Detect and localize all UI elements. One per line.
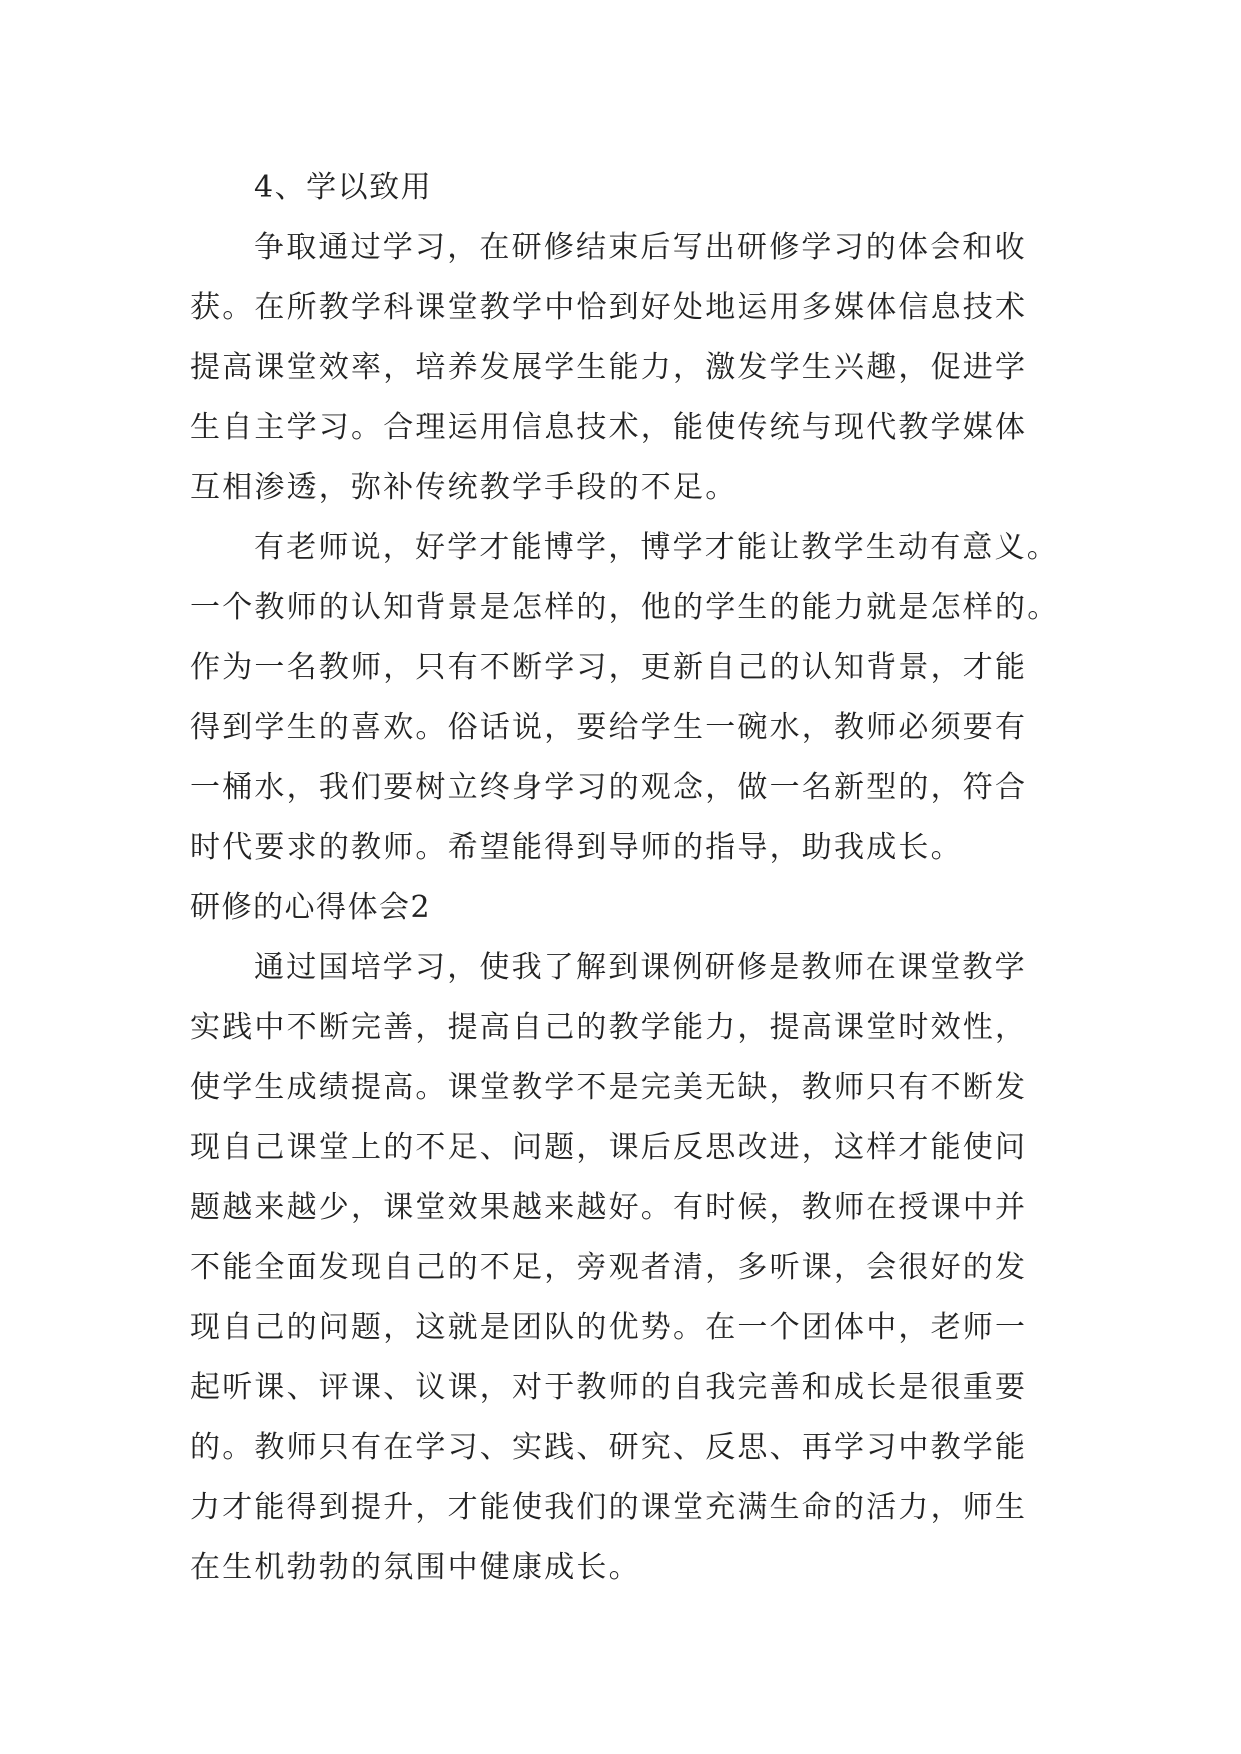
paragraph-line: 争取通过学习，在研修结束后写出研修学习的体会和收 bbox=[254, 230, 1027, 265]
paragraph-line: 力才能得到提升，才能使我们的课堂充满生命的活力，师生 bbox=[190, 1490, 1028, 1525]
paragraph-line: 一桶水，我们要树立终身学习的观念，做一名新型的，符合 bbox=[190, 770, 1028, 805]
section-title: 研修的心得体会2 bbox=[190, 890, 432, 925]
section-heading: 4、学以致用 bbox=[254, 170, 433, 205]
document-body bbox=[190, 158, 1060, 1598]
paragraph-line: 题越来越少，课堂效果越来越好。有时候，教师在授课中并 bbox=[190, 1190, 1028, 1225]
paragraph-line: 时代要求的教师。希望能得到导师的指导，助我成长。 bbox=[190, 830, 963, 865]
paragraph-line: 使学生成绩提高。课堂教学不是完美无缺，教师只有不断发 bbox=[190, 1070, 1028, 1105]
paragraph-line: 有老师说，好学才能博学，博学才能让教学生动有意义。 bbox=[254, 530, 1059, 565]
paragraph-line: 现自己的问题，这就是团队的优势。在一个团体中，老师一 bbox=[190, 1310, 1028, 1345]
paragraph-2 bbox=[190, 518, 1060, 878]
paragraph-line: 一个教师的认知背景是怎样的，他的学生的能力就是怎样的。 bbox=[190, 590, 1060, 625]
paragraph-line: 互相渗透，弥补传统教学手段的不足。 bbox=[190, 470, 738, 505]
paragraph-line: 不能全面发现自己的不足，旁观者清，多听课，会很好的发 bbox=[190, 1250, 1028, 1285]
paragraph-line: 作为一名教师，只有不断学习，更新自己的认知背景，才能 bbox=[190, 650, 1028, 685]
paragraph-line: 现自己课堂上的不足、问题，课后反思改进，这样才能使问 bbox=[190, 1130, 1028, 1165]
paragraph-line: 获。在所教学科课堂教学中恰到好处地运用多媒体信息技术 bbox=[190, 290, 1028, 325]
paragraph-line: 提高课堂效率，培养发展学生能力，激发学生兴趣，促进学 bbox=[190, 350, 1028, 385]
paragraph-line: 在生机勃勃的氛围中健康成长。 bbox=[190, 1550, 641, 1585]
paragraph-line: 的。教师只有在学习、实践、研究、反思、再学习中教学能 bbox=[190, 1430, 1028, 1465]
paragraph-1 bbox=[190, 218, 1055, 518]
paragraph-3 bbox=[190, 938, 1055, 1598]
paragraph-line: 实践中不断完善，提高自己的教学能力，提高课堂时效性， bbox=[190, 1010, 1028, 1045]
paragraph-line: 得到学生的喜欢。俗话说，要给学生一碗水，教师必须要有 bbox=[190, 710, 1028, 745]
paragraph-line: 通过国培学习，使我了解到课例研修是教师在课堂教学 bbox=[254, 950, 1027, 985]
paragraph-line: 生自主学习。合理运用信息技术，能使传统与现代教学媒体 bbox=[190, 410, 1028, 445]
paragraph-line: 起听课、评课、议课，对于教师的自我完善和成长是很重要 bbox=[190, 1370, 1028, 1405]
